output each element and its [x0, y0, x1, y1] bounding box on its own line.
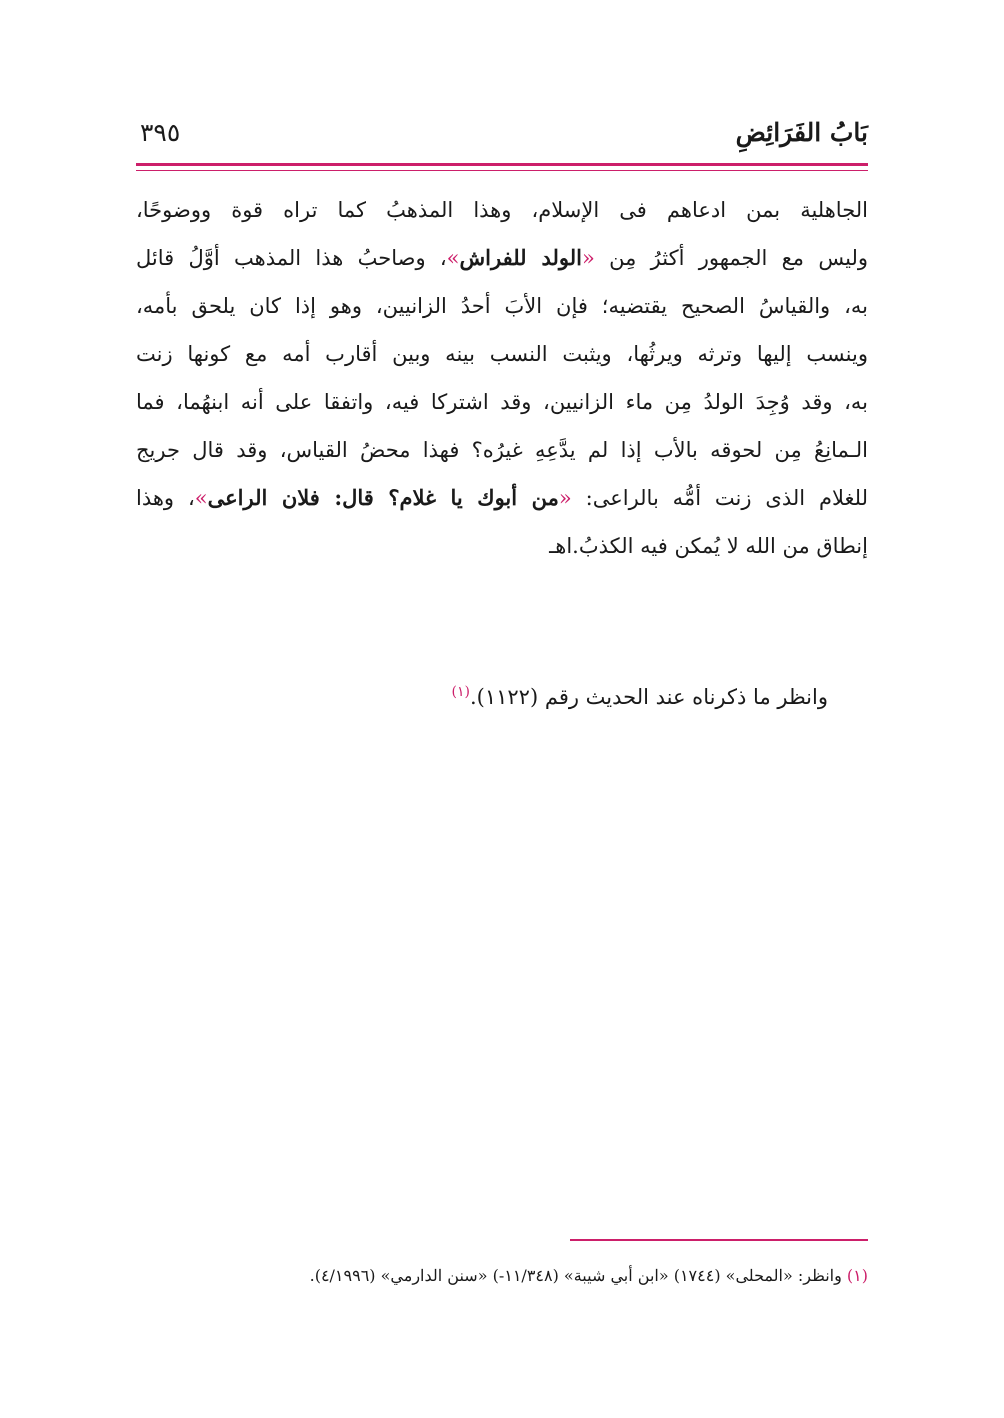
text-line-7: [136, 474, 868, 522]
text-line-6: الـمانِعُ مِن لحوقه بالأب إذا لم يدَّعِهِ غيرُه؟ فهذا محضُ القياس، وقد قال جريج: [136, 438, 868, 462]
footnote-number: (١): [846, 1266, 868, 1285]
text-line-4: وينسب إليها وترثه ويرثُها، ويثبت النسب بينه وبين أقارب أمه مع كونها زنت: [136, 342, 868, 366]
chapter-title: بَابُ الفَرَائِضِ: [735, 118, 868, 147]
text-line-1: الجاهلية بمن ادعاهم فى الإسلام، وهذا المذهبُ كما تراه قوة ووضوحًا،: [136, 198, 868, 222]
footnote-reference[interactable]: (١): [451, 684, 470, 700]
footnote-text: وانظر: «المحلى» (١٧٤٤) «ابن أبي شيبة» (١١/٣٤٨-) «سنن الدارمي» (٤/١٩٩٦).: [309, 1266, 847, 1285]
footnote-rule: [570, 1239, 868, 1241]
hadith-quote: من أبوك يا غلام؟ قال: فلان الراعى: [207, 485, 559, 510]
page-header: [136, 118, 868, 158]
hadith-quote: الولد للفراش: [459, 245, 582, 270]
cross-reference-paragraph: [452, 668, 829, 721]
text-line-5: به، وقد وُجِدَ الولدُ مِن ماء الزانيين، وقد اشتركا فيه، واتفقا على أنه ابنهُما، فما: [136, 390, 868, 414]
header-rule-thin: [136, 170, 868, 171]
quote-mark-open: «: [582, 246, 595, 270]
quote-mark-open: «: [558, 486, 572, 510]
quote-mark-close: »: [446, 246, 460, 270]
text-segment: وليس مع الجمهور أكثرُ مِن: [594, 246, 868, 270]
text-segment: ، وصاحبُ هذا المذهب أوَّلُ قائل: [136, 246, 447, 270]
text-line-8: إنطاق من الله لا يُمكن فيه الكذبُ.اهـ: [549, 534, 868, 558]
footnote: [310, 1266, 868, 1285]
quote-mark-close: »: [194, 486, 208, 510]
page-number: ٣٩٥: [140, 118, 181, 147]
text-segment: ، وهذا: [136, 486, 195, 510]
text-segment: للغلام الذى زنت أمُّه بالراعى:: [571, 486, 868, 510]
cross-reference-text: وانظر ما ذكرناه عند الحديث رقم (١١٢٢).: [469, 685, 828, 709]
main-text: [136, 186, 868, 570]
header-rule-thick: [136, 163, 868, 166]
text-line-2: [136, 234, 868, 282]
text-line-3: به، والقياسُ الصحيح يقتضيه؛ فإن الأبَ أحدُ الزانيين، وهو إذا كان يلحق بأمه،: [136, 294, 868, 318]
